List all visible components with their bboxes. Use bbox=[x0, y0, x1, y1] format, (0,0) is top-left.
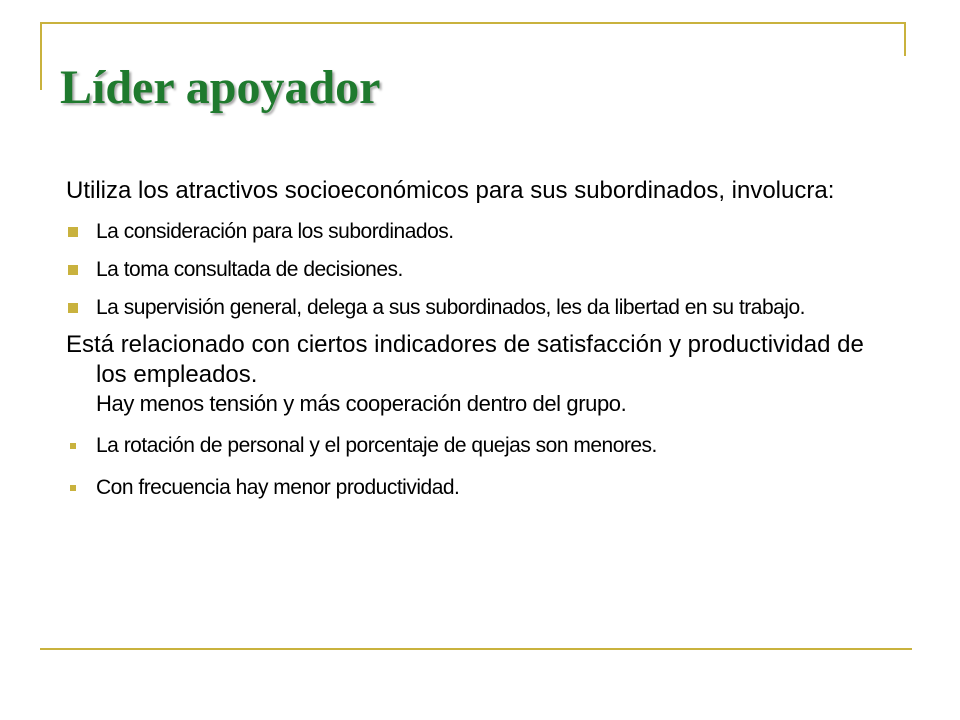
bullet-text: Con frecuencia hay menor productividad. bbox=[96, 476, 460, 499]
square-bullet-icon bbox=[68, 265, 78, 275]
second-bullet-list bbox=[66, 432, 886, 502]
frame-left-line bbox=[40, 22, 42, 90]
frame-right-line bbox=[904, 22, 906, 56]
list-item bbox=[66, 256, 886, 284]
list-item bbox=[66, 432, 886, 460]
first-bullet-list bbox=[66, 218, 886, 322]
bullet-text: La rotación de personal y el porcentaje de quejas son menores. bbox=[96, 434, 657, 457]
small-square-bullet-icon bbox=[70, 443, 76, 449]
frame-bottom-line bbox=[40, 648, 912, 650]
list-item bbox=[66, 474, 886, 502]
small-square-bullet-icon bbox=[70, 485, 76, 491]
second-paragraph-subline: Hay menos tensión y más cooperación dentro del grupo. bbox=[96, 391, 627, 416]
list-item bbox=[66, 294, 886, 322]
square-bullet-icon bbox=[68, 303, 78, 313]
bullet-text: La consideración para los subordinados. bbox=[96, 220, 454, 243]
frame-top-line bbox=[40, 22, 906, 24]
second-paragraph bbox=[66, 330, 886, 418]
slide-content bbox=[66, 176, 886, 502]
list-item bbox=[66, 218, 886, 246]
slide-title: Líder apoyador bbox=[60, 61, 381, 114]
bullet-text: La toma consultada de decisiones. bbox=[96, 258, 403, 281]
square-bullet-icon bbox=[68, 227, 78, 237]
intro-paragraph: Utiliza los atractivos socioeconómicos para sus subordinados, involucra: bbox=[66, 177, 835, 204]
second-paragraph-text: Está relacionado con ciertos indicadores de satisfacción y productividad de los empleados. bbox=[66, 331, 864, 388]
bullet-text: La supervisión general, delega a sus subordinados, les da libertad en su trabajo. bbox=[96, 296, 805, 319]
